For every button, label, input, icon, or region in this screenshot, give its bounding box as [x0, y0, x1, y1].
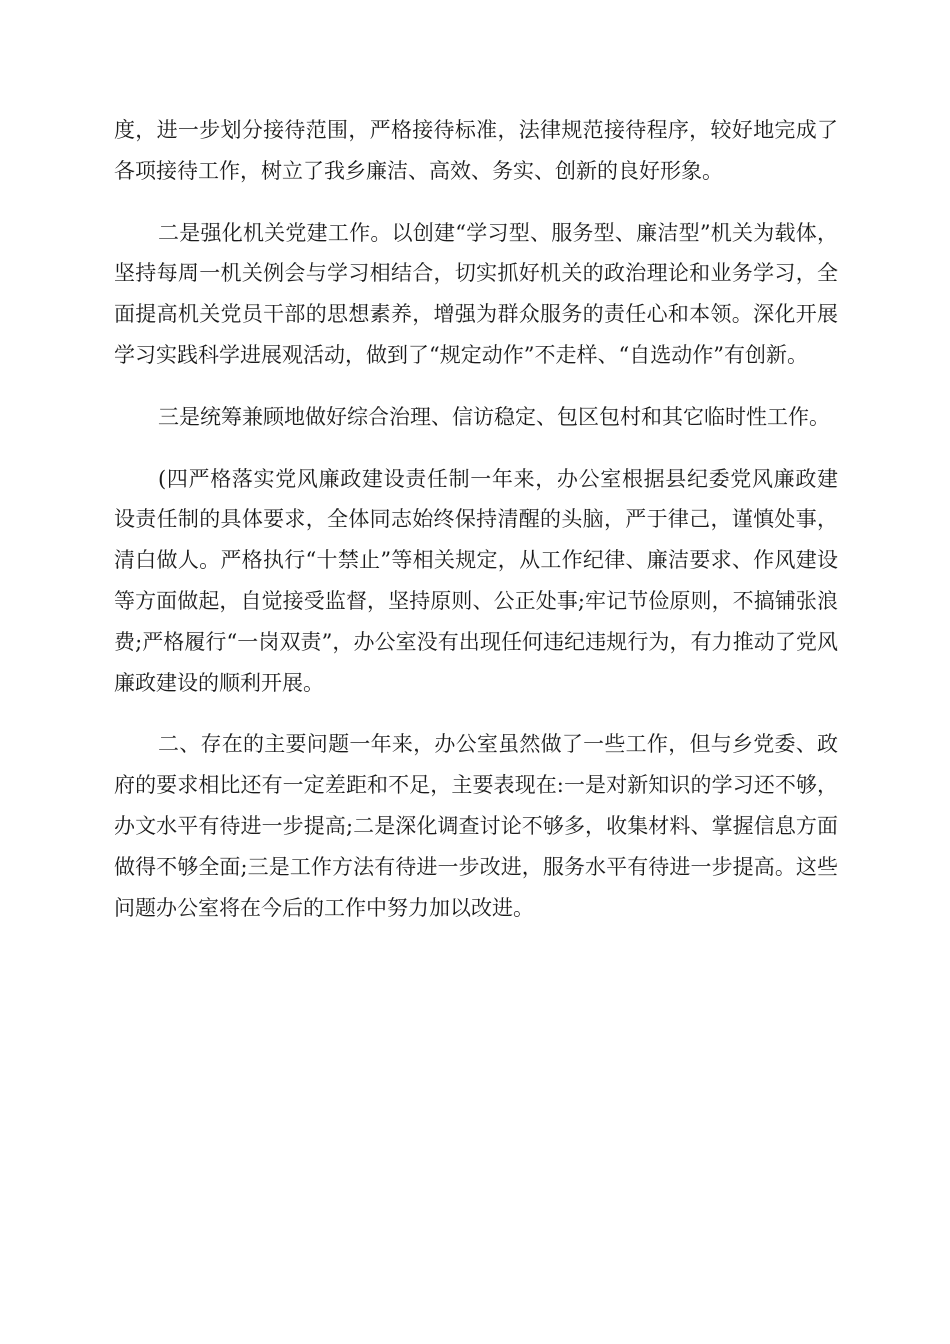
- paragraph-party-building: 二是强化机关党建工作。以创建“学习型、服务型、廉洁型”机关为载体，坚持每周一机关例会与学习相结合，切实抓好机关的政治理论和业务学习，全面提高机关党员干部的思想素养，增强为群众服务的责任心和本领。深化开展学习实践科学进展观活动，做到了“规定动作”不走样、“自选动作”有创新。: [114, 220, 838, 367]
- paragraph-comprehensive-governance: 三是统筹兼顾地做好综合治理、信访稳定、包区包村和其它临时性工作。: [158, 404, 830, 429]
- paragraph-main-problems: 二、存在的主要问题一年来，办公室虽然做了一些工作，但与乡党委、政府的要求相比还有一定差距和不足，主要表现在:一是对新知识的学习还不够，办文水平有待进一步提高;二是深化调查讨论不够多，收集材料、掌握信息方面做得不够全面;三是工作方法有待进一步改进，服务水平有待进一步提高。这些问题办公室将在今后的工作中努力加以改进。: [114, 732, 838, 920]
- paragraph-reception-work: 度，进一步划分接待范围，严格接待标准，法律规范接待程序，较好地完成了各项接待工作，树立了我乡廉洁、高效、务实、创新的良好形象。: [114, 118, 838, 183]
- document-body: [114, 110, 838, 949]
- paragraph-anti-corruption: (四严格落实党风廉政建设责任制一年来，办公室根据县纪委党风廉政建设责任制的具体要求，全体同志始终保持清醒的头脑，严于律己，谨慎处事，清白做人。严格执行“十禁止”等相关规定，从工作纪律、廉洁要求、作风建设等方面做起，自觉接受监督，坚持原则、公正处事;牢记节俭原则，不搞铺张浪费;严格履行“一岗双责”，办公室没有出现任何违纪违规行为，有力推动了党风廉政建设的顺利开展。: [114, 466, 838, 695]
